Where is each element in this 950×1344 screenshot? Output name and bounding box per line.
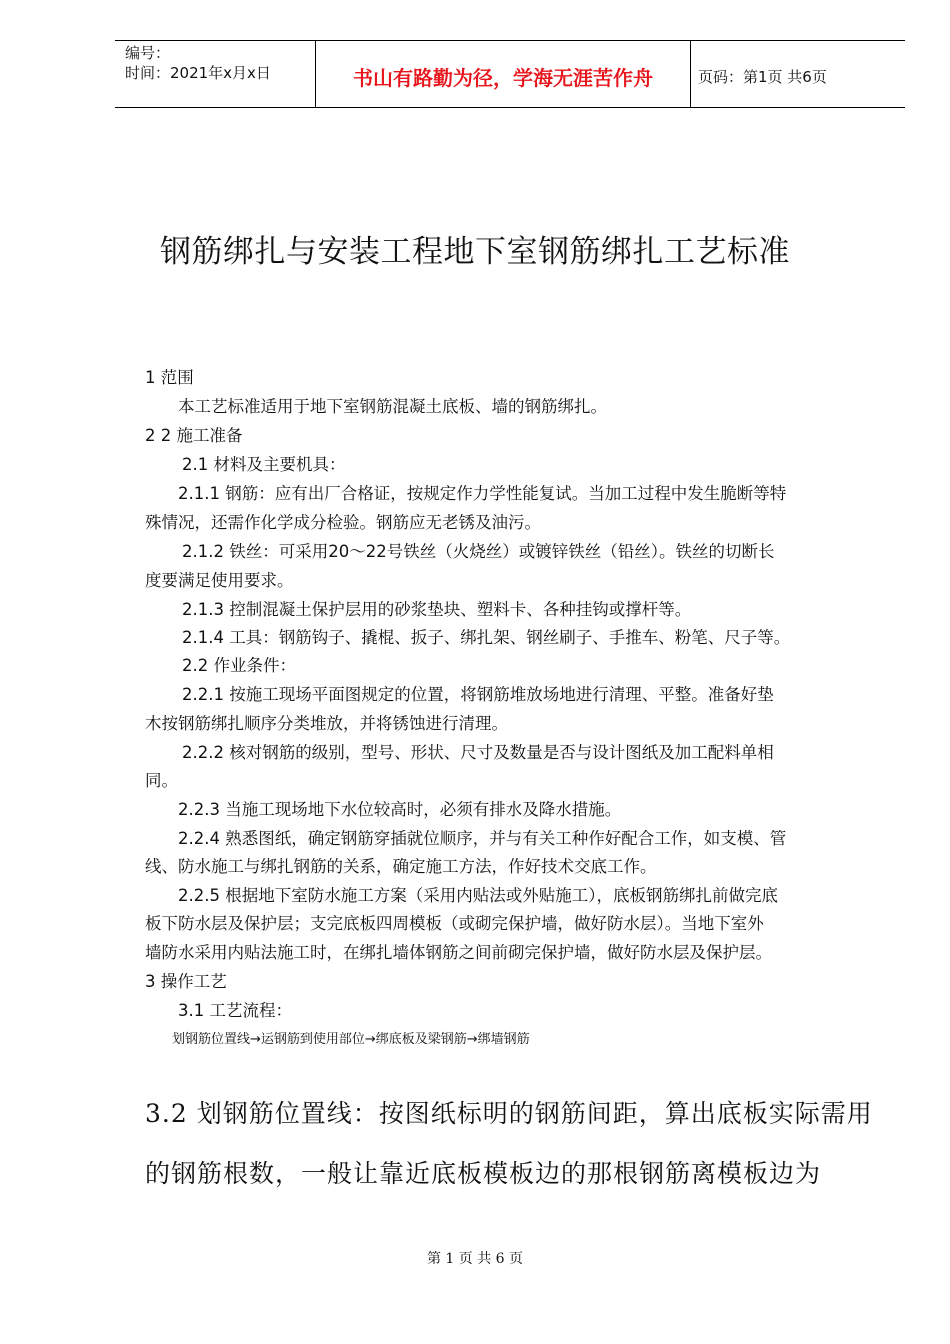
document-time-label: 时间：2021年x月x日 (125, 64, 271, 82)
header-motto-cell (315, 41, 691, 107)
subsection-heading: 3.1 工艺流程： (178, 1001, 292, 1020)
header-page-cell (690, 41, 905, 107)
page-footer: 第 1 页 共 6 页 (426, 1251, 524, 1267)
body-line: 墙防水采用内贴法施工时，在绑扎墙体钢筋之间前砌完保护墙，做好防水层及保护层。 (145, 943, 772, 962)
section-heading: 3 操作工艺 (145, 972, 227, 991)
body-line: 2.1.3 控制混凝土保护层用的砂浆垫块、塑料卡、各种挂钩或撑杆等。 (182, 600, 692, 619)
body-line: 同。 (145, 771, 178, 790)
body-line: 度要满足使用要求。 (145, 571, 294, 590)
document-title: 钢筋绑扎与安装工程地下室钢筋绑扎工艺标准 (160, 234, 790, 270)
body-line: 线、防水施工与绑扎钢筋的关系，确定施工方法，作好技术交底工作。 (145, 857, 657, 876)
header-info-cell (115, 41, 315, 107)
section-heading: 2 2 施工准备 (145, 426, 243, 445)
body-line: 殊情况，还需作化学成分检验。钢筋应无老锈及油污。 (145, 513, 541, 532)
subsection-heading: 2.2 作业条件： (182, 656, 296, 675)
body-line: 木按钢筋绑扎顺序分类堆放，并将锈蚀进行清理。 (145, 714, 508, 733)
document-number-label: 编号： (125, 44, 171, 62)
body-line: 2.2.2 核对钢筋的级别，型号、形状、尺寸及数量是否与设计图纸及加工配料单相 (182, 743, 774, 762)
body-paragraph: 本工艺标准适用于地下室钢筋混凝土底板、墙的钢筋绑扎。 (178, 397, 607, 416)
header-motto: 书山有路勤为径，学海无涯苦作舟 (353, 66, 653, 90)
body-line: 2.2.4 熟悉图纸，确定钢筋穿插就位顺序，并与有关工种作好配合工作，如支模、管 (178, 829, 787, 848)
large-body-line: 的钢筋根数，一般让靠近底板模板边的那根钢筋离模板边为 (145, 1159, 822, 1188)
body-line: 2.2.5 根据地下室防水施工方案（采用内贴法或外贴施工），底板钢筋绑扎前做完底 (178, 886, 778, 905)
subsection-heading: 2.1 材料及主要机具： (182, 455, 346, 474)
body-line: 2.2.3 当施工现场地下水位较高时，必须有排水及降水措施。 (178, 800, 622, 819)
body-line: 板下防水层及保护层；支完底板四周模板（或砌完保护墙，做好防水层）。当地下室外 (145, 914, 764, 933)
body-line: 2.1.2 铁丝：可采用20～22号铁丝（火烧丝）或镀锌铁丝（铅丝）。铁丝的切断长 (182, 542, 775, 561)
body-line: 2.1.1 钢筋：应有出厂合格证，按规定作力学性能复试。当加工过程中发生脆断等特 (178, 484, 787, 503)
body-line: 2.1.4 工具：钢筋钩子、撬棍、扳子、绑扎架、钢丝刷子、手推车、粉笔、尺子等。 (182, 628, 791, 647)
header-page-info: 页码：第1页 共6页 (698, 68, 827, 86)
page-header-table (115, 40, 905, 108)
body-line: 2.2.1 按施工现场平面图规定的位置，将钢筋堆放场地进行清理、平整。准备好垫 (182, 685, 774, 704)
section-heading: 1 范围 (145, 368, 194, 387)
large-body-line: 3.2 划钢筋位置线：按图纸标明的钢筋间距，算出底板实际需用 (145, 1099, 873, 1128)
process-flow-line: 划钢筋位置线→运钢筋到使用部位→绑底板及梁钢筋→绑墙钢筋 (172, 1032, 530, 1047)
